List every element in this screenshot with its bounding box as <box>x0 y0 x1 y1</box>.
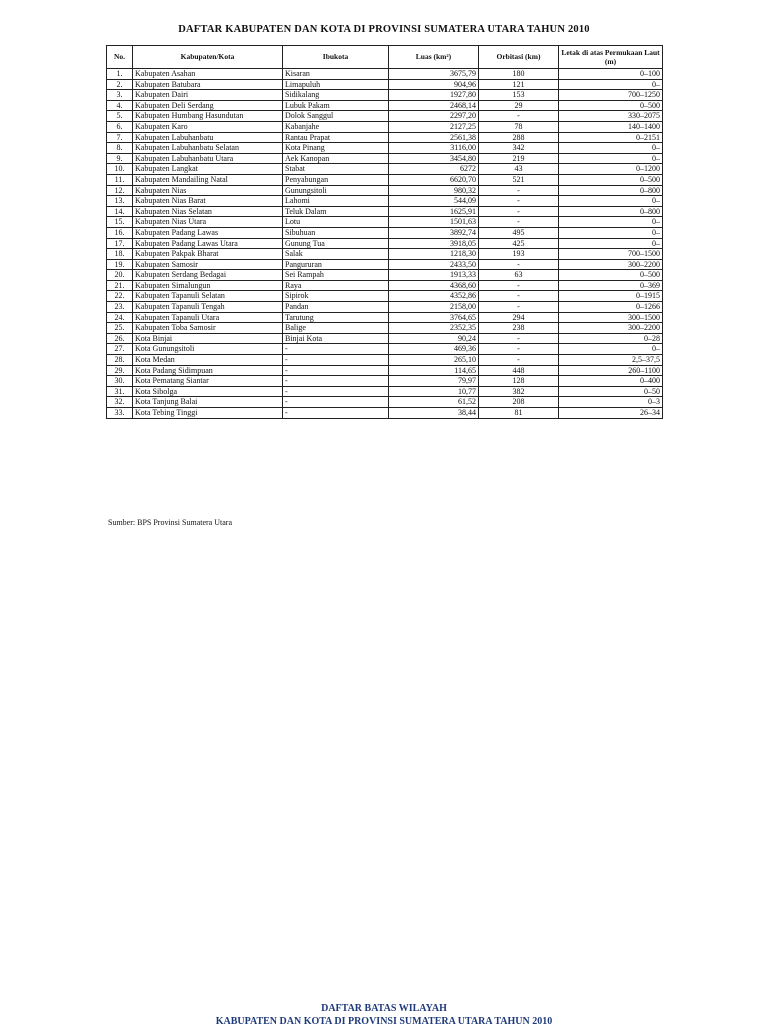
cell-no: 16. <box>107 227 133 238</box>
cell-name: Kabupaten Tapanuli Selatan <box>133 291 283 302</box>
table-row <box>107 408 663 419</box>
cell-name: Kabupaten Langkat <box>133 164 283 175</box>
cell-no: 19. <box>107 259 133 270</box>
cell-no: 18. <box>107 249 133 260</box>
cell-orbit: 128 <box>479 376 559 387</box>
cell-capital: Limapuluh <box>283 79 389 90</box>
cell-area: 10,77 <box>389 386 479 397</box>
cell-orbit: 425 <box>479 238 559 249</box>
cell-elevation: 300–2200 <box>559 259 663 270</box>
cell-capital: Gunung Tua <box>283 238 389 249</box>
source-note: Sumber: BPS Provinsi Sumatera Utara <box>108 518 232 527</box>
cell-elevation: 140–1400 <box>559 121 663 132</box>
cell-capital: Kisaran <box>283 69 389 80</box>
cell-orbit: - <box>479 344 559 355</box>
cell-no: 23. <box>107 302 133 313</box>
cell-name: Kabupaten Karo <box>133 121 283 132</box>
cell-elevation: 300–1500 <box>559 312 663 323</box>
cell-capital: - <box>283 376 389 387</box>
table-row <box>107 333 663 344</box>
cell-elevation: 0– <box>559 196 663 207</box>
col-header-name: Kabupaten/Kota <box>133 46 283 69</box>
cell-capital: Tarutung <box>283 312 389 323</box>
cell-area: 1913,33 <box>389 270 479 281</box>
cell-orbit: 63 <box>479 270 559 281</box>
cell-orbit: 78 <box>479 121 559 132</box>
table-row <box>107 302 663 313</box>
footer-heading <box>0 1002 768 1028</box>
cell-area: 3454,80 <box>389 153 479 164</box>
cell-orbit: - <box>479 355 559 366</box>
cell-elevation: 0–1200 <box>559 164 663 175</box>
cell-area: 2158,00 <box>389 302 479 313</box>
cell-orbit: 29 <box>479 100 559 111</box>
cell-area: 6272 <box>389 164 479 175</box>
cell-area: 2127,25 <box>389 121 479 132</box>
cell-no: 32. <box>107 397 133 408</box>
cell-area: 4368,60 <box>389 280 479 291</box>
cell-orbit: - <box>479 111 559 122</box>
cell-orbit: 219 <box>479 153 559 164</box>
cell-capital: Gunungsitoli <box>283 185 389 196</box>
cell-elevation: 0–28 <box>559 333 663 344</box>
cell-orbit: 238 <box>479 323 559 334</box>
cell-name: Kota Gunungsitoli <box>133 344 283 355</box>
table-row <box>107 79 663 90</box>
cell-name: Kota Sibolga <box>133 386 283 397</box>
footer-heading-line2: KABUPATEN DAN KOTA DI PROVINSI SUMATERA UTARA TAHUN 2010 <box>215 1016 553 1027</box>
cell-area: 3918,05 <box>389 238 479 249</box>
table-body <box>107 69 663 419</box>
cell-capital: Dolok Sanggul <box>283 111 389 122</box>
cell-area: 2468,14 <box>389 100 479 111</box>
cell-elevation: 0–3 <box>559 397 663 408</box>
cell-name: Kabupaten Serdang Bedagai <box>133 270 283 281</box>
cell-no: 3. <box>107 90 133 101</box>
cell-elevation: 0–50 <box>559 386 663 397</box>
cell-name: Kabupaten Padang Lawas <box>133 227 283 238</box>
table-row <box>107 259 663 270</box>
page-title: DAFTAR KABUPATEN DAN KOTA DI PROVINSI SUMATERA UTARA TAHUN 2010 <box>178 24 590 35</box>
table-row <box>107 185 663 196</box>
table-row <box>107 323 663 334</box>
cell-name: Kabupaten Tapanuli Tengah <box>133 302 283 313</box>
cell-capital: Sei Rampah <box>283 270 389 281</box>
col-header-no: No. <box>107 46 133 69</box>
cell-elevation: 0–369 <box>559 280 663 291</box>
cell-name: Kabupaten Nias Barat <box>133 196 283 207</box>
table-row <box>107 376 663 387</box>
cell-orbit: 193 <box>479 249 559 260</box>
cell-no: 24. <box>107 312 133 323</box>
cell-capital: Balige <box>283 323 389 334</box>
cell-no: 4. <box>107 100 133 111</box>
table-row <box>107 132 663 143</box>
cell-no: 28. <box>107 355 133 366</box>
cell-elevation: 0–500 <box>559 100 663 111</box>
table-row <box>107 69 663 80</box>
cell-no: 9. <box>107 153 133 164</box>
col-header-capital: Ibukota <box>283 46 389 69</box>
cell-no: 12. <box>107 185 133 196</box>
cell-elevation: 700–1500 <box>559 249 663 260</box>
cell-name: Kota Medan <box>133 355 283 366</box>
cell-orbit: 121 <box>479 79 559 90</box>
cell-name: Kota Pematang Siantar <box>133 376 283 387</box>
cell-capital: - <box>283 408 389 419</box>
cell-area: 3892,74 <box>389 227 479 238</box>
cell-elevation: 700–1250 <box>559 90 663 101</box>
cell-area: 114,65 <box>389 365 479 376</box>
cell-orbit: 43 <box>479 164 559 175</box>
cell-elevation: 0– <box>559 143 663 154</box>
cell-area: 1927,80 <box>389 90 479 101</box>
cell-elevation: 0– <box>559 79 663 90</box>
cell-area: 90,24 <box>389 333 479 344</box>
cell-capital: Lubuk Pakam <box>283 100 389 111</box>
table-row <box>107 174 663 185</box>
cell-name: Kabupaten Nias Selatan <box>133 206 283 217</box>
cell-no: 8. <box>107 143 133 154</box>
cell-capital: Sidikalang <box>283 90 389 101</box>
cell-no: 20. <box>107 270 133 281</box>
cell-capital: - <box>283 386 389 397</box>
cell-area: 469,36 <box>389 344 479 355</box>
cell-area: 904,96 <box>389 79 479 90</box>
table-row <box>107 291 663 302</box>
cell-no: 27. <box>107 344 133 355</box>
cell-elevation: 0– <box>559 238 663 249</box>
cell-area: 1218,30 <box>389 249 479 260</box>
cell-capital: Binjai Kota <box>283 333 389 344</box>
cell-elevation: 2,5–37,5 <box>559 355 663 366</box>
table-row <box>107 164 663 175</box>
cell-elevation: 0– <box>559 344 663 355</box>
cell-no: 31. <box>107 386 133 397</box>
cell-name: Kabupaten Tapanuli Utara <box>133 312 283 323</box>
cell-orbit: 288 <box>479 132 559 143</box>
table-row <box>107 344 663 355</box>
table-row <box>107 312 663 323</box>
cell-area: 1501,63 <box>389 217 479 228</box>
cell-area: 79,97 <box>389 376 479 387</box>
cell-name: Kota Tebing Tinggi <box>133 408 283 419</box>
cell-no: 6. <box>107 121 133 132</box>
cell-elevation: 0– <box>559 217 663 228</box>
table-row <box>107 217 663 228</box>
cell-name: Kabupaten Simalungun <box>133 280 283 291</box>
col-header-elevation: Letak di atas Permukaan Laut (m) <box>559 46 663 69</box>
cell-name: Kabupaten Pakpak Bharat <box>133 249 283 260</box>
cell-orbit: 81 <box>479 408 559 419</box>
cell-elevation: 300–2200 <box>559 323 663 334</box>
cell-area: 265,10 <box>389 355 479 366</box>
cell-name: Kabupaten Nias <box>133 185 283 196</box>
col-header-orbit: Orbitasi (km) <box>479 46 559 69</box>
cell-name: Kota Tanjung Balai <box>133 397 283 408</box>
cell-orbit: - <box>479 206 559 217</box>
table-row <box>107 386 663 397</box>
cell-capital: - <box>283 397 389 408</box>
cell-no: 1. <box>107 69 133 80</box>
cell-elevation: 0–1266 <box>559 302 663 313</box>
cell-no: 10. <box>107 164 133 175</box>
cell-orbit: 153 <box>479 90 559 101</box>
cell-capital: Raya <box>283 280 389 291</box>
cell-area: 2352,35 <box>389 323 479 334</box>
table-row <box>107 238 663 249</box>
cell-elevation: 260–1100 <box>559 365 663 376</box>
cell-capital: Sipirok <box>283 291 389 302</box>
cell-capital: Kabanjahe <box>283 121 389 132</box>
cell-no: 7. <box>107 132 133 143</box>
cell-orbit: - <box>479 259 559 270</box>
table-row <box>107 270 663 281</box>
table-row <box>107 153 663 164</box>
cell-name: Kabupaten Batubara <box>133 79 283 90</box>
table-row <box>107 111 663 122</box>
table-row <box>107 100 663 111</box>
cell-name: Kabupaten Deli Serdang <box>133 100 283 111</box>
cell-no: 2. <box>107 79 133 90</box>
cell-area: 3764,65 <box>389 312 479 323</box>
cell-capital: Pangururan <box>283 259 389 270</box>
cell-no: 25. <box>107 323 133 334</box>
cell-orbit: 180 <box>479 69 559 80</box>
footer-heading-line1: DAFTAR BATAS WILAYAH <box>321 1003 447 1014</box>
cell-capital: Pandan <box>283 302 389 313</box>
cell-capital: Salak <box>283 249 389 260</box>
cell-capital: Kota Pinang <box>283 143 389 154</box>
cell-capital: Teluk Dalam <box>283 206 389 217</box>
cell-area: 6620,70 <box>389 174 479 185</box>
cell-area: 3116,00 <box>389 143 479 154</box>
cell-orbit: 448 <box>479 365 559 376</box>
table-row <box>107 121 663 132</box>
cell-elevation: 0– <box>559 227 663 238</box>
cell-area: 980,32 <box>389 185 479 196</box>
cell-no: 33. <box>107 408 133 419</box>
cell-area: 2561,38 <box>389 132 479 143</box>
cell-area: 1625,91 <box>389 206 479 217</box>
cell-name: Kabupaten Labuhanbatu Selatan <box>133 143 283 154</box>
cell-elevation: 330–2075 <box>559 111 663 122</box>
cell-no: 17. <box>107 238 133 249</box>
cell-capital: Aek Kanopan <box>283 153 389 164</box>
cell-name: Kabupaten Mandailing Natal <box>133 174 283 185</box>
cell-elevation: 0–2151 <box>559 132 663 143</box>
cell-orbit: 294 <box>479 312 559 323</box>
cell-capital: Lahomi <box>283 196 389 207</box>
cell-area: 2433,50 <box>389 259 479 270</box>
cell-orbit: 382 <box>479 386 559 397</box>
table-row <box>107 90 663 101</box>
cell-no: 11. <box>107 174 133 185</box>
cell-area: 4352,86 <box>389 291 479 302</box>
cell-orbit: - <box>479 196 559 207</box>
cell-name: Kabupaten Toba Samosir <box>133 323 283 334</box>
cell-name: Kabupaten Padang Lawas Utara <box>133 238 283 249</box>
cell-no: 13. <box>107 196 133 207</box>
cell-orbit: - <box>479 185 559 196</box>
cell-elevation: 0–1915 <box>559 291 663 302</box>
col-header-area: Luas (km²) <box>389 46 479 69</box>
cell-no: 26. <box>107 333 133 344</box>
cell-area: 38,44 <box>389 408 479 419</box>
cell-capital: - <box>283 344 389 355</box>
cell-name: Kabupaten Asahan <box>133 69 283 80</box>
table-row <box>107 280 663 291</box>
table-row <box>107 227 663 238</box>
cell-area: 544,09 <box>389 196 479 207</box>
cell-orbit: - <box>479 291 559 302</box>
cell-name: Kabupaten Labuhanbatu <box>133 132 283 143</box>
cell-capital: Stabat <box>283 164 389 175</box>
cell-capital: Sibuhuan <box>283 227 389 238</box>
cell-elevation: 0– <box>559 153 663 164</box>
cell-name: Kabupaten Humbang Hasundutan <box>133 111 283 122</box>
cell-orbit: 495 <box>479 227 559 238</box>
table-row <box>107 365 663 376</box>
cell-orbit: - <box>479 217 559 228</box>
cell-elevation: 0–400 <box>559 376 663 387</box>
table-row <box>107 249 663 260</box>
cell-elevation: 0–100 <box>559 69 663 80</box>
cell-no: 29. <box>107 365 133 376</box>
cell-capital: Lotu <box>283 217 389 228</box>
cell-orbit: - <box>479 280 559 291</box>
cell-orbit: - <box>479 333 559 344</box>
cell-elevation: 0–800 <box>559 206 663 217</box>
cell-elevation: 0–500 <box>559 270 663 281</box>
cell-capital: Penyabungan <box>283 174 389 185</box>
cell-elevation: 26–34 <box>559 408 663 419</box>
cell-elevation: 0–800 <box>559 185 663 196</box>
table-row <box>107 196 663 207</box>
cell-name: Kabupaten Dairi <box>133 90 283 101</box>
table-row <box>107 397 663 408</box>
table-header-row <box>107 46 663 69</box>
table-row <box>107 206 663 217</box>
cell-name: Kabupaten Labuhanbatu Utara <box>133 153 283 164</box>
cell-capital: - <box>283 355 389 366</box>
cell-area: 3675,79 <box>389 69 479 80</box>
cell-elevation: 0–500 <box>559 174 663 185</box>
cell-name: Kota Binjai <box>133 333 283 344</box>
cell-orbit: 342 <box>479 143 559 154</box>
cell-no: 14. <box>107 206 133 217</box>
cell-no: 30. <box>107 376 133 387</box>
cell-name: Kota Padang Sidimpuan <box>133 365 283 376</box>
cell-orbit: - <box>479 302 559 313</box>
cell-capital: Rantau Prapat <box>283 132 389 143</box>
cell-no: 21. <box>107 280 133 291</box>
cell-name: Kabupaten Samosir <box>133 259 283 270</box>
cell-no: 22. <box>107 291 133 302</box>
cell-area: 61,52 <box>389 397 479 408</box>
table-row <box>107 143 663 154</box>
cell-area: 2297,20 <box>389 111 479 122</box>
cell-no: 15. <box>107 217 133 228</box>
cell-no: 5. <box>107 111 133 122</box>
cell-name: Kabupaten Nias Utara <box>133 217 283 228</box>
regency-table <box>106 45 663 419</box>
cell-orbit: 208 <box>479 397 559 408</box>
table-row <box>107 355 663 366</box>
cell-capital: - <box>283 365 389 376</box>
cell-orbit: 521 <box>479 174 559 185</box>
